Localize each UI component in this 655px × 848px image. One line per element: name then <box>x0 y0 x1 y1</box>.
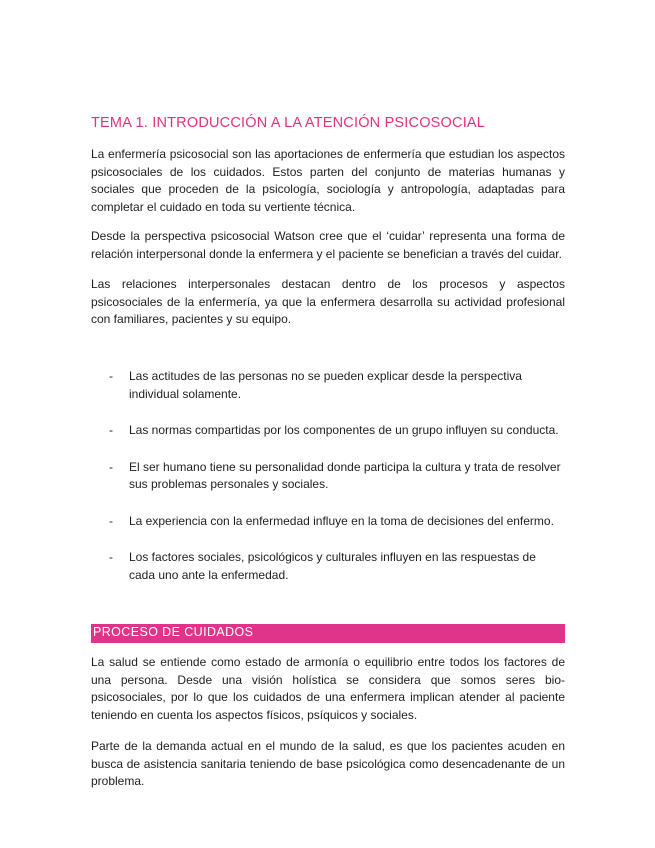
list-item <box>91 549 565 584</box>
list-item-text: Los factores sociales, psicológicos y culturales influyen en las respuestas de cada uno ante la enfermedad. <box>129 550 536 582</box>
section-paragraph-1: La salud se entiende como estado de armonía o equilibrio entre todos los factores de una persona. Desde una visión holística se considera que somos seres bio-psicosociales, por lo que los cuidados de una enfermera implican atender al paciente teniendo en cuenta los aspectos físicos, psíquicos y sociales. <box>91 655 565 722</box>
bullet-dash: - <box>109 369 113 383</box>
list-item-text: Las normas compartidas por los componentes de un grupo influyen su conducta. <box>129 423 559 437</box>
bullet-dash: - <box>109 423 113 437</box>
page-title: TEMA 1. INTRODUCCIÓN A LA ATENCIÓN PSICOSOCIAL <box>91 115 486 131</box>
section-heading: PROCESO DE CUIDADOS <box>93 625 254 639</box>
intro-paragraph-3: Las relaciones interpersonales destacan dentro de los procesos y aspectos psicosociales de la enfermería, ya que la enfermera desarrolla su actividad profesional con familiares, pacientes y su equipo. <box>91 277 565 326</box>
list-item-text: La experiencia con la enfermedad influye en la toma de decisiones del enfermo. <box>129 513 554 528</box>
bullet-dash: - <box>109 550 113 564</box>
list-item-text: El ser humano tiene su personalidad donde participa la cultura y trata de resolver sus problemas personales y sociales. <box>129 459 561 491</box>
section-paragraph-2: Parte de la demanda actual en el mundo de la salud, es que los pacientes acuden en busca de asistencia sanitaria teniendo de base psicológica como desencadenante de un problema. <box>91 739 565 788</box>
bullet-list <box>91 368 565 603</box>
intro-paragraph-2: Desde la perspectiva psicosocial Watson cree que el ‘cuidar’ representa una forma de relación interpersonal donde la enfermera y el paciente se benefician a través del cuidar. <box>91 229 565 261</box>
bullet-dash: - <box>109 513 113 528</box>
list-item <box>91 368 565 403</box>
intro-paragraph-1: La enfermería psicosocial son las aportaciones de enfermería que estudian los aspectos psicosociales de los cuidados. Estos parten del conjunto de materias humanas y sociales que proceden de la psicología, sociología y antropología, adaptadas para completar el cuidado en toda su vertiente técnica. <box>91 147 565 214</box>
list-item-text: Las actitudes de las personas no se pueden explicar desde la perspectiva individual solamente. <box>129 369 522 401</box>
list-item <box>91 459 565 494</box>
list-item <box>91 513 565 531</box>
section-heading-bar <box>91 624 565 643</box>
list-item <box>91 422 565 440</box>
bullet-dash: - <box>109 459 113 474</box>
